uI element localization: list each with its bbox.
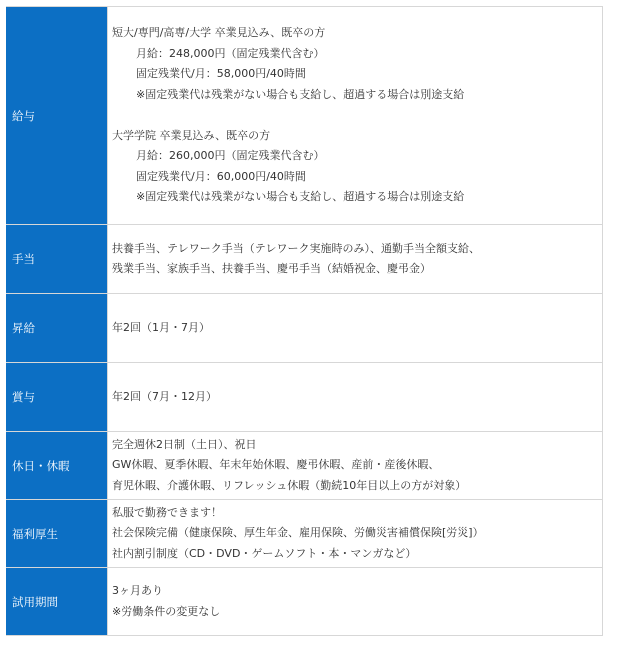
- row-content-salary: [108, 7, 603, 224]
- table-row-benefits: [6, 500, 603, 568]
- salary-line: 月給：248,000円（固定残業代含む）: [136, 46, 325, 60]
- table-row-salary: [6, 6, 603, 225]
- row-content-raise: [108, 294, 603, 362]
- salary-line: 短大/専門/高専/大学 卒業見込み、既卒の方: [112, 26, 326, 40]
- benefits-line: 私服で勤務できます！: [112, 505, 222, 519]
- row-content-probation: [108, 568, 603, 635]
- row-header-bonus: 賞与: [6, 363, 108, 431]
- table-row-holidays: [6, 432, 603, 500]
- row-header-raise: 昇給: [6, 294, 108, 362]
- row-header-benefits: 福利厚生: [6, 500, 108, 567]
- row-content-holidays: [108, 432, 603, 499]
- row-content-allowances: [108, 225, 603, 293]
- salary-line: ※固定残業代は残業がない場合も支給し、超過する場合は別途支給: [136, 190, 465, 204]
- salary-line: 月給：260,000円（固定残業代含む）: [136, 149, 325, 163]
- bonus-line: 年2回（7月・12月）: [112, 389, 217, 403]
- probation-line: 3ヶ月あり: [112, 584, 163, 597]
- row-header-probation: 試用期間: [6, 568, 108, 635]
- holidays-line: 育児休暇、介護休暇、リフレッシュ休暇（勤続10年目以上の方が対象）: [112, 478, 467, 492]
- row-header-allowances: 手当: [6, 225, 108, 293]
- table-row-bonus: [6, 363, 603, 432]
- benefits-line: 社内割引制度（CD・DVD・ゲームソフト・本・マンガなど）: [112, 546, 417, 560]
- row-header-salary: 給与: [6, 7, 108, 224]
- holidays-line: 完全週休2日制（土日）、祝日: [112, 437, 257, 451]
- job-conditions-table: [6, 6, 603, 636]
- table-row-probation: [6, 568, 603, 636]
- table-row-raise: [6, 294, 603, 363]
- salary-line: 固定残業代/月：58,000円/40時間: [136, 67, 306, 81]
- allowances-line: 残業手当、家族手当、扶養手当、慶弔手当（結婚祝金、慶弔金）: [112, 262, 431, 275]
- row-content-bonus: [108, 363, 603, 431]
- holidays-line: GW休暇、夏季休暇、年末年始休暇、慶弔休暇、産前・産後休暇、: [112, 458, 440, 472]
- salary-line: 固定残業代/月：60,000円/40時間: [136, 169, 306, 183]
- probation-line: ※労働条件の変更なし: [112, 604, 221, 618]
- salary-line: 大学学院 卒業見込み、既卒の方: [112, 128, 271, 142]
- benefits-line: 社会保険完備（健康保険、厚生年金、雇用保険、労働災害補償保険[労災]）: [112, 526, 484, 540]
- row-content-benefits: [108, 500, 603, 567]
- row-header-holidays: 休日・休暇: [6, 432, 108, 499]
- table-row-allowances: [6, 225, 603, 294]
- raise-line: 年2回（1月・7月）: [112, 320, 210, 334]
- salary-line: ※固定残業代は残業がない場合も支給し、超過する場合は別途支給: [136, 87, 465, 101]
- salary-spacer: [112, 105, 602, 126]
- allowances-line: 扶養手当、テレワーク手当（テレワーク実施時のみ）、通勤手当全額支給、: [112, 241, 481, 255]
